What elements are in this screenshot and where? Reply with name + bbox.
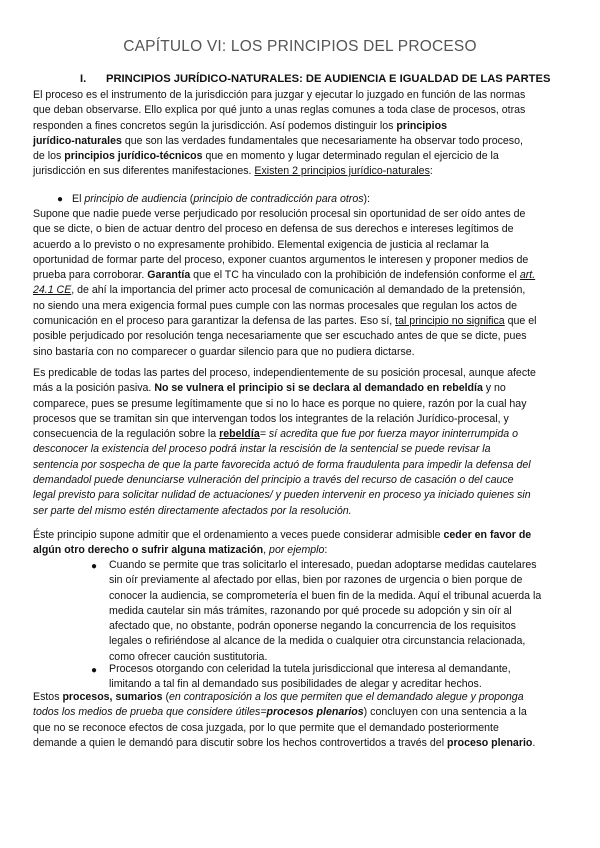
paragraph-intro	[33, 88, 569, 180]
paragraph-audiencia	[33, 207, 569, 360]
text-line: consecuencia de la regulación sobre la rebeldía= sí acredita que fue por fuerza mayor ininterrumpida o	[33, 428, 518, 441]
text-line: demandadol puede denunciarse vulneración del principio a través del recurso de casación o del cauce	[33, 474, 514, 487]
bullet-medidas-cautelares	[109, 558, 569, 665]
section-heading	[80, 73, 550, 85]
section-heading-text: PRINCIPIOS JURÍDICO-NATURALES: DE AUDIENCIA E IGUALDAD DE LAS PARTES	[106, 73, 551, 85]
paragraph-matizacion	[33, 528, 569, 559]
text-line: sino bastaría con no comparecer o guardar silencio para que no pudiera dictarse.	[33, 345, 415, 358]
text-line: sentencia por sospecha de que la parte favorecida actuó de forma fraudulenta para impedir la defensa del	[33, 458, 531, 471]
chapter-title: CAPÍTULO VI: LOS PRINCIPIOS DEL PROCESO	[123, 38, 477, 55]
text-line: algún otro derecho o sufrir alguna matización, por ejemplo:	[33, 544, 328, 557]
text-line: comunicación en el proceso para garantizar la defensa de las partes. Eso sí, tal principio no significa que el	[33, 315, 537, 328]
text-line: ser parte del mismo estén directamente afectados por la resolución.	[33, 504, 352, 517]
text-line: no siendo una mera exigencia formal pues cumple con las normas procesales que regulan los actos de	[33, 299, 518, 312]
bullet-dot: ●	[57, 194, 64, 205]
text-line: posible perjudicado por resolución tenga necesariamente que ser escuchado antes de que se dicte, pues	[33, 330, 527, 343]
text-line: que se dicte, o bien de actuar dentro del proceso en defensa de sus derechos e intereses legítimos de	[33, 223, 514, 236]
text-line: jurisdicción en sus diferentes manifestaciones. Existen 2 principios jurídico-naturales:	[33, 165, 433, 178]
text-line: conocer la audiencia, se comprometería el buen fin de la medida. Aquí el tribunal acuerda la	[109, 589, 542, 602]
text-line: legales o refiriéndose al alcance de la medida o cualquier otra circunstancia relacionada,	[109, 635, 526, 648]
text-line: de los principios jurídico-técnicos que en momento y lugar determinado regulan el ejercicio de la	[33, 150, 499, 163]
text-line: El proceso es el instrumento de la jurisdicción para juzgar y ejecutar lo juzgado en función de las normas	[33, 89, 526, 101]
text-line: Procesos otorgando con celeridad la tutela jurisdiccional que interesa al demandante,	[109, 663, 511, 675]
bullet-dot: ●	[91, 665, 98, 676]
text-line: Es predicable de todas las partes del proceso, independientemente de su posición procesal, aunque afecte	[33, 367, 536, 379]
text-line: todos los medios de prueba que considere útiles=procesos plenarios) concluyen con una sentencia a la	[33, 706, 527, 719]
bullet-procesos-celeridad	[109, 662, 569, 693]
paragraph-rebeldia	[33, 366, 569, 519]
text-line: que deban observarse. Ello explica por qué junto a unas reglas comunes a toda clase de procesos, otras	[33, 104, 526, 117]
section-number: I.	[80, 73, 87, 85]
text-line: afectado que, no obstante, podrán oponerse negando la concurrencia de los requisitos	[109, 620, 516, 633]
text-line: responden a fines concretos según la jurisdicción. Así podemos distinguir los principios	[33, 119, 447, 132]
text-line: acuerdo a lo previsto o no expresamente prohibido. Elemental exigencia de justicia al reclamar la	[33, 238, 489, 251]
text-line: que no se reconoce efectos de cosa juzgada, por lo que permite que el demandado posteriormente	[33, 721, 499, 734]
text-line: comparece, pues se presume legítimamente que si no lo hace es porque no quiere, razón por la cual hay	[33, 397, 527, 410]
text-line: prueba para corroborar. Garantía que el TC ha vinculado con la prohibición de indefensión conforme el art.	[33, 269, 536, 282]
text-line: Éste principio supone admitir que el ordenamiento a veces puede considerar admisible ceder en favor de	[33, 529, 532, 541]
text-line: desconocer la existencia del proceso podrá instar la rescisión de la sentencial se puede revisar la	[33, 443, 491, 456]
text-line: procesos que se tramitan sin que intervengan todos los integrantes de la relación Jurídico-procesal, y	[33, 412, 509, 425]
text-line: 24.1 CE, de ahí la importancia del primer acto procesal de comunicación al demandado de la pretensión,	[33, 284, 526, 297]
text-line: Supone que nadie puede verse perjudicado por resolución procesal sin oportunidad de ser oído antes de	[33, 208, 526, 220]
text-line: oportunidad de formar parte del proceso, exponer cuantos argumentos le interesen y proponer medios de	[33, 253, 529, 266]
text-line: legal previsto para solicitar nulidad de actuaciones/ y pueden intervenir en proceso ya iniciado quienes sin	[33, 489, 531, 502]
text-line: sin oír previamente al afectado por ellas, bien por razones de urgencia o bien porque de	[109, 574, 523, 587]
text-line: limitando a tal fin al demandado sus posibilidades de alegar y acreditar hechos.	[109, 678, 482, 691]
paragraph-sumarios	[33, 690, 569, 751]
text-line: medida cautelar sin más trámites, razonando por qué procede su adopción y sin oír al	[109, 604, 512, 617]
text-line: Cuando se permite que tras solicitarlo el interesado, puedan adoptarse medidas cautelares	[109, 559, 537, 571]
text-line: Estos procesos, sumarios (en contraposición a los que permiten que el demandado alegue y proponga	[33, 691, 524, 703]
bullet-audiencia	[72, 192, 572, 207]
text-line: El principio de audiencia (principio de contradicción para otros):	[72, 193, 371, 205]
text-line: como ofrecer caución sustitutoria.	[109, 650, 268, 663]
bullet-dot: ●	[91, 561, 98, 572]
text-line: demande a quien le demandó para discutir sobre los hechos controvertidos a través del proceso plenario.	[33, 736, 536, 749]
text-line: jurídico-naturales que son las verdades fundamentales que necesariamente ha observar todo proceso,	[33, 134, 523, 147]
text-line: más a la posición pasiva. No se vulnera el principio si se declara al demandado en rebeldía y no	[33, 382, 506, 395]
